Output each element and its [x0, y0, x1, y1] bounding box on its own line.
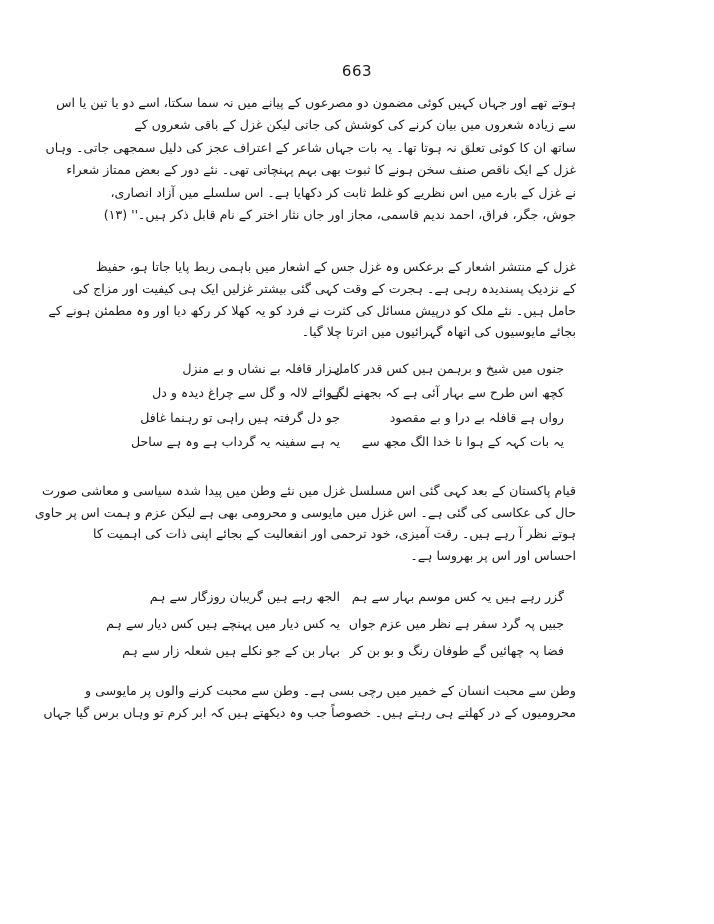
text-line: محرومیوں کے در کھلتے ہی رہتے ہیں۔ خصوصاً جب وہ دیکھتے ہیں کہ ابر کرم تو وہاں برس گیا جہاں [43, 705, 576, 720]
text-line: کے نزدیک پسندیدہ رہی ہے۔ ہجرت کے وقت کہی گئی بیشتر غزلیں ایک ہی کیفیت اور مزاج کی [72, 280, 576, 296]
verse-line-right: فضا پہ چھائیں گے طوفان رنگ و بو بن کر [349, 643, 564, 658]
verse-line-right: جبیں پہ گرد سفر ہے نظر میں عزم جواں [348, 616, 564, 631]
text-line: حامل ہیں۔ نئے ملک کو درپیش مسائل کی کثرت نے فرد کو یہ کھلا کر رکھ دیا اور وہ مطمئن ہونے کے [48, 302, 576, 318]
couplet [144, 583, 564, 610]
paragraph-4 [43, 680, 576, 724]
text-line: جوش، جگر، فراق، احمد ندیم قاسمی، مجاز اور جاں نثار اختر کے نام قابل ذکر ہیں۔'' (۱۳) [103, 207, 576, 223]
text-line: غزل کے ایک ناقص صنف سخن ہونے کا ثبوت بھی بہم پہنچاتی تھی۔ نئے دور کے بعض ممتاز شعراء [66, 162, 576, 178]
verse-line-right: رواں ہے قافلہ بے درا و بے مقصود [389, 409, 564, 425]
paragraph-2 [48, 256, 576, 343]
verse-line-left: بہار بن کے جو نکلے ہیں شعلہ زار سے ہم [122, 643, 340, 658]
couplet [106, 610, 564, 637]
text-line: بجائے مایوسیوں کی اتھاہ گہرائیوں میں اترتا چلا گیا۔ [301, 324, 576, 340]
text-line: حال کی عکاسی کی گئی ہے۔ اس غزل میں مایوسی و محرومی بھی ہے لیکن عزم و ہمت اس پر حاوی [34, 504, 576, 520]
text-line: نے غزل کے بارے میں اس نظریے کو غلط ثابت کر دکھایا ہے۔ اس سلسلے میں آزاد انصاری، [110, 184, 576, 200]
text-line: احساس اور اس پر بھروسا ہے۔ [410, 547, 576, 563]
verse-line-left: یہ ہے سفینہ یہ گرداب ہے وہ ہے ساحل [130, 434, 340, 450]
page-number: 663 [341, 62, 373, 80]
text-line: غزل کے منتشر اشعار کے برعکس وہ غزل جس کے اشعار میں باہمی ربط پایا جاتا ہو، حفیظ [95, 259, 576, 274]
verse-line-left: یہ کس دیار میں پہنچے ہیں کس دیار سے ہم [106, 616, 340, 631]
couplet [122, 637, 564, 664]
verse-block-1 [130, 356, 564, 454]
paragraph-1 [45, 92, 576, 226]
verse-line-left: ہوائے لالہ و گل سے چراغ دیدہ و دل [152, 385, 340, 401]
text-line: سے زیادہ شعروں میں بیان کرنے کی کوشش کی جاتی لیکن غزل کے باقی شعروں کے [134, 117, 576, 133]
text-line: وطن سے محبت انسان کے خمیر میں رچی بسی ہے۔ وطن سے محبت کرنے والوں پر مایوسی و [85, 683, 576, 698]
couplet [140, 405, 564, 430]
text-line: قیام پاکستان کے بعد کہی گئی اس مسلسل غزل میں نئے وطن میں پیدا شدہ سیاسی و معاشی صورت [42, 483, 576, 498]
verse-block-2 [106, 583, 564, 664]
verse-line-right: گزر رہے ہیں یہ کس موسم بہار سے ہم [351, 589, 564, 604]
paragraph-3 [34, 480, 576, 566]
couplet [130, 430, 564, 455]
text-line: ساتھ ان کا کوئی تعلق نہ ہوتا تھا۔ یہ بات جہاں شاعر کے اعتراف عجز کی دلیل سمجھی جاتی۔ وہاں [45, 139, 576, 155]
verse-line-left: جو دل گرفتہ ہیں راہی تو رہنما غافل [140, 409, 340, 425]
verse-line-left: الجھ رہے ہیں گریبان روزگار سے ہم [149, 589, 340, 604]
text-line: ہوتے تھے اور جہاں کہیں کوئی مضمون دو مصرعوں کے پیانے میں نہ سما سکتا، اسے دو یا تین یا اس [56, 95, 576, 110]
couplet [144, 381, 564, 406]
text-line: ہوتے نظر آ رہے ہیں۔ رقت آمیزی، خود ترحمی اور انفعالیت کے بجائے اپنی ذات کی اہمیت کا [93, 526, 576, 542]
verse-line-right: کچھ اس طرح سے بہار آئی ہے کہ بجھنے لگے [330, 385, 564, 401]
verse-line-right: جنوں میں شیخ و برہمن ہیں کس قدر کامل [333, 360, 564, 376]
verse-line-left: ہزار قافلہ بے نشاں و بے منزل [182, 360, 340, 376]
verse-line-right: یہ بات کہہ کے ہوا نا خدا الگ مجھ سے [361, 434, 564, 450]
couplet [144, 356, 564, 381]
